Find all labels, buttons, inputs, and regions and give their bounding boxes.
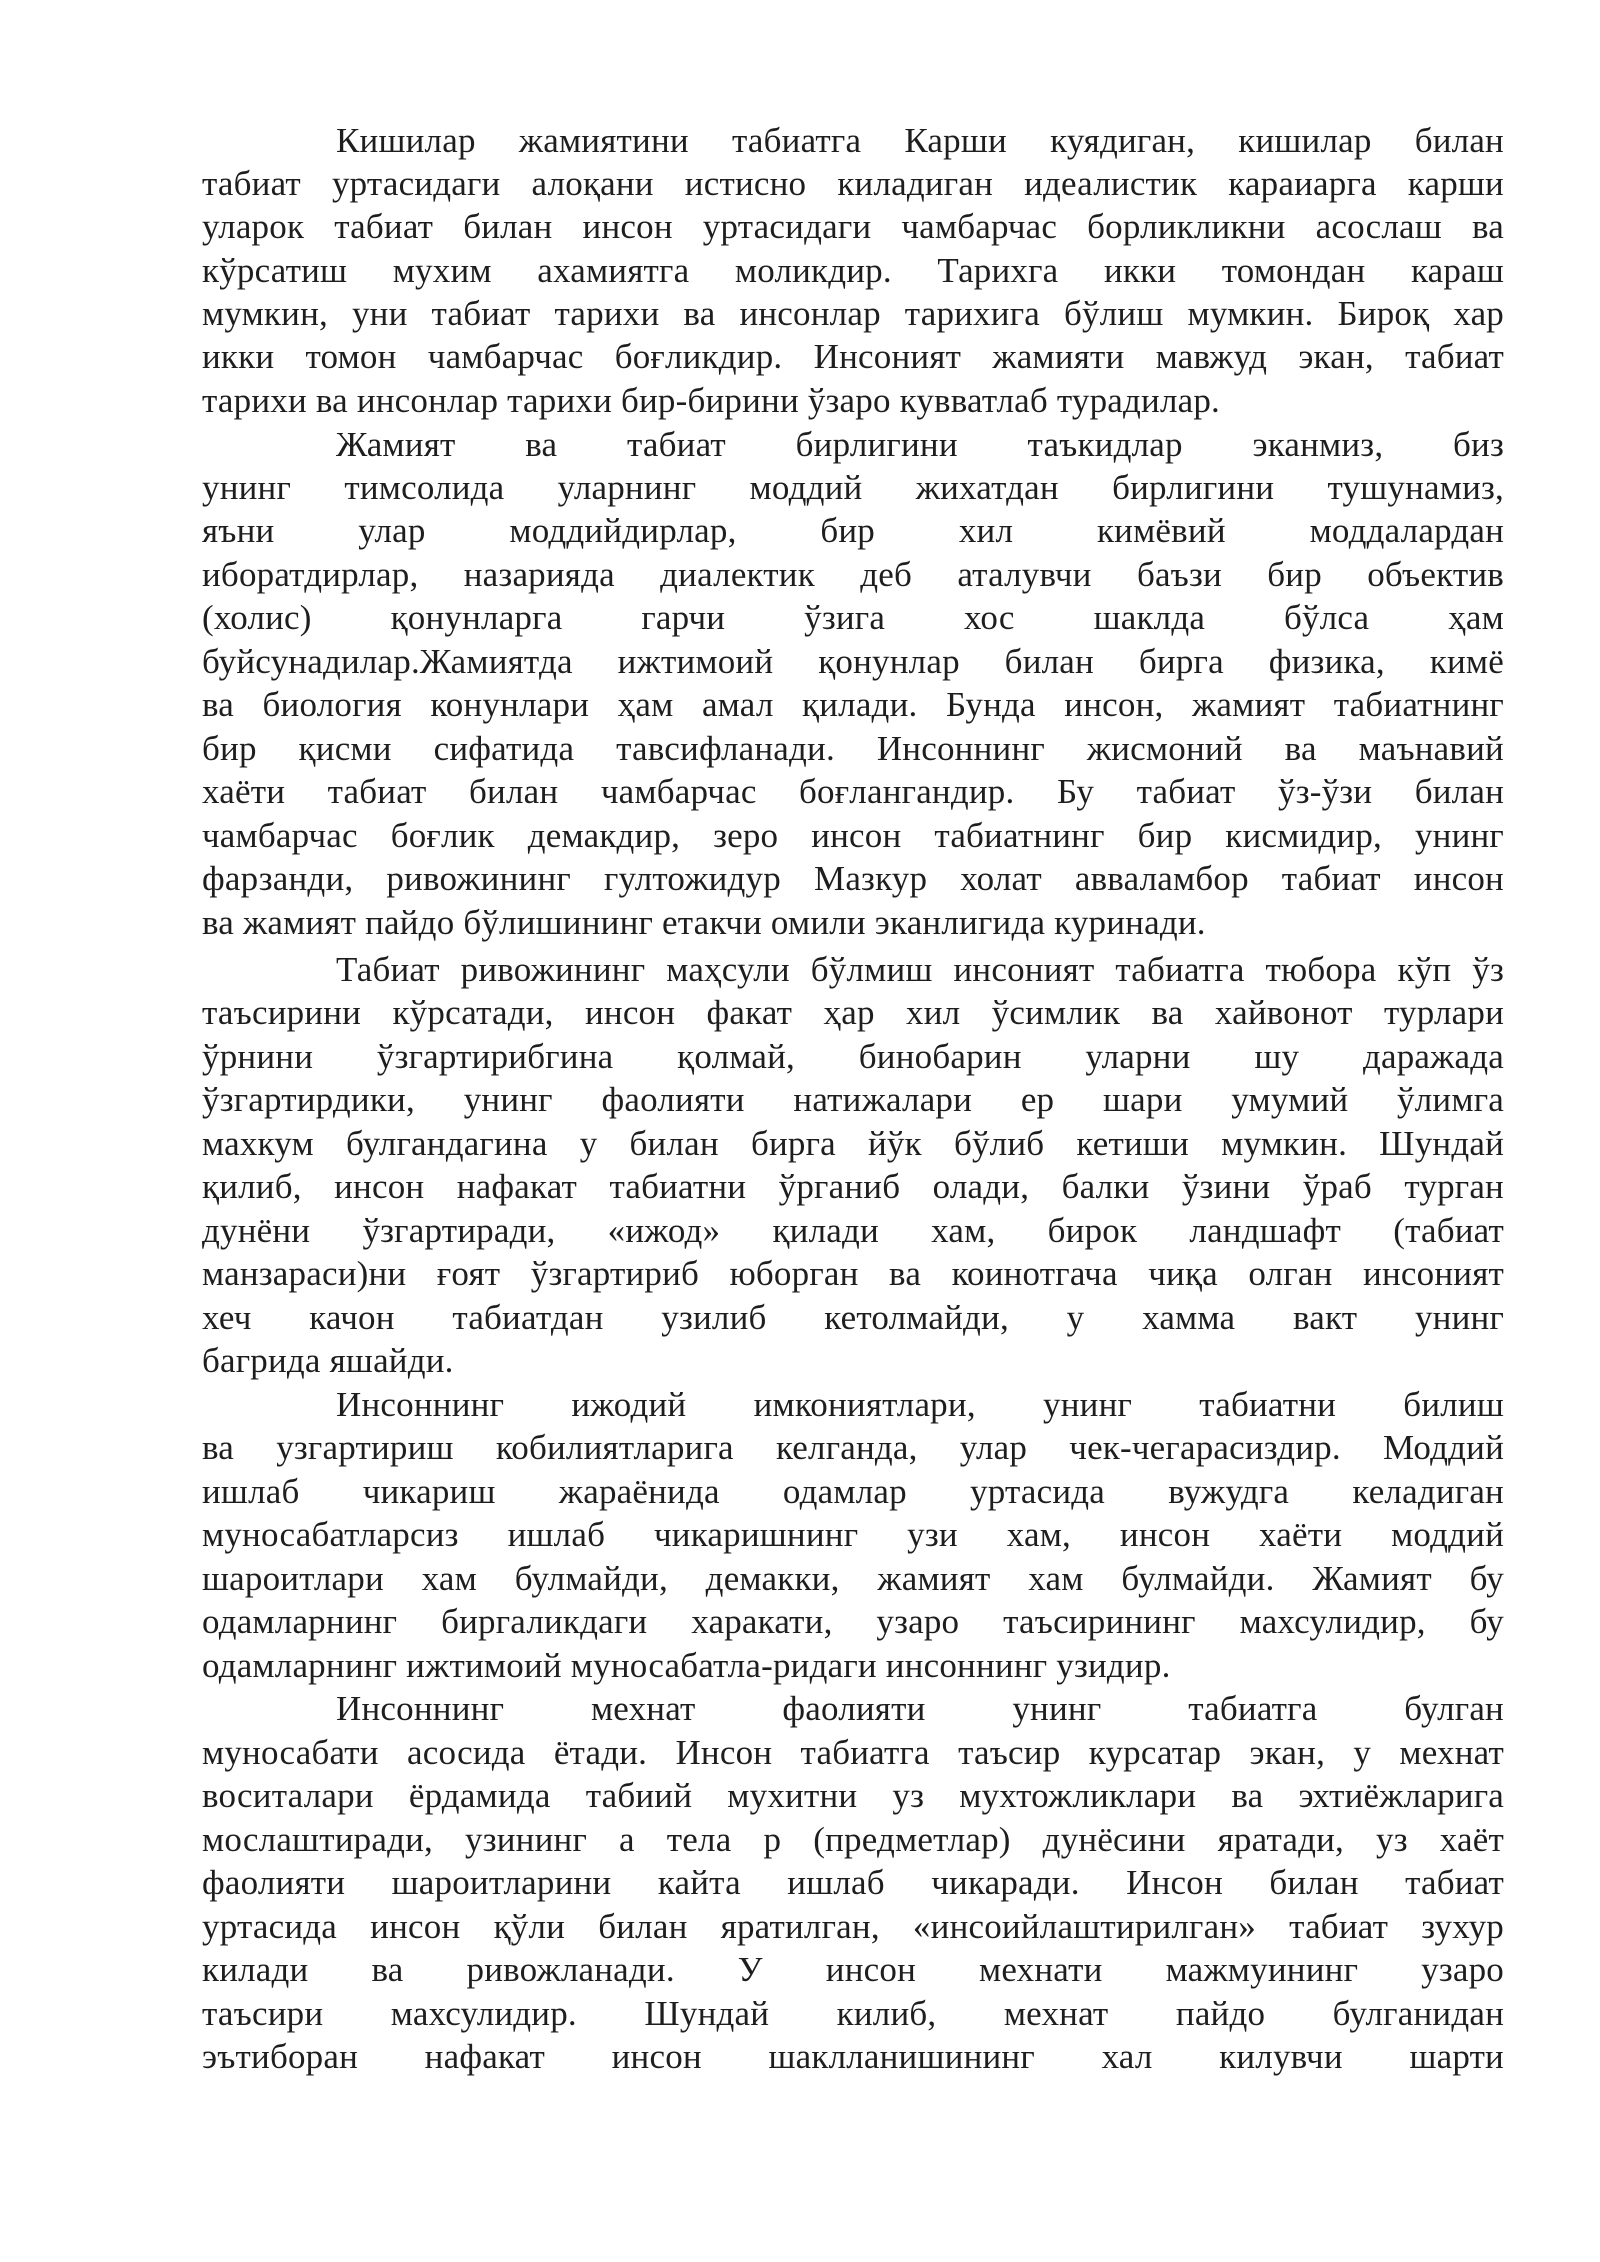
text-line: табиат уртасидаги алоқани истисно киладиган идеалистик караиарга карши — [202, 164, 1504, 203]
text-line: ва биология конунлари ҳам амал қилади. Бунда инсон, жамият табиатнинг — [202, 685, 1504, 724]
text-line: одамларнинг ижтимоий муносабатла-ридаги инсоннинг узидир. — [202, 1646, 1171, 1685]
text-line: шароитлари хам булмайди, демакки, жамият хам булмайди. Жамият бу — [202, 1559, 1504, 1598]
text-line: иборатдирлар, назарияда диалектик деб аталувчи баъзи бир объектив — [202, 555, 1504, 594]
text-line: фарзанди, ривожининг гултожидур Мазкур холат авваламбор табиат инсон — [202, 859, 1504, 898]
text-line: воситалари ёрдамида табиий мухитни уз мухтожликлари ва эхтиёжларига — [202, 1776, 1504, 1815]
text-line: бир қисми сифатида тавсифланади. Инсоннинг жисмоний ва маънавий — [202, 729, 1504, 768]
text-line: дунёни ўзгартиради, «ижод» қилади хам, бирок ландшафт (табиат — [202, 1211, 1504, 1250]
text-line: икки томон чамбарчас боғликдир. Инсоният жамияти мавжуд экан, табиат — [202, 337, 1504, 376]
text-line: Жамият ва табиат бирлигини таъкидлар эканмиз, биз — [336, 425, 1504, 464]
text-line: уларок табиат билан инсон уртасидаги чамбарчас борликликни асослаш ва — [202, 207, 1504, 246]
text-line: эътиборан нафакат инсон шаклланишининг хал килувчи шарти — [202, 2037, 1504, 2076]
text-line: ва жамият пайдо бўлишининг етакчи омили эканлигида куринади. — [202, 903, 1206, 942]
text-line: килади ва ривожланади. У инсон мехнати мажмуининг узаро — [202, 1950, 1504, 1989]
text-line: мослаштиради, узининг а тела р (предметлар) дунёсини яратади, уз хаёт — [202, 1820, 1504, 1859]
text-line: багрида яшайди. — [202, 1341, 454, 1380]
text-line: унинг тимсолида уларнинг моддий жихатдан бирлигини тушунамиз, — [202, 468, 1504, 507]
text-line: (холис) қонунларга гарчи ўзига хос шаклда бўлса ҳам — [202, 598, 1504, 637]
text-line: махкум булгандагина у билан бирга йўк бўлиб кетиши мумкин. Шундай — [202, 1124, 1504, 1163]
text-line: қилиб, инсон нафакат табиатни ўрганиб олади, балки ўзини ўраб турган — [202, 1167, 1504, 1206]
text-line: тарихи ва инсонлар тарихи бир-бирини ўзаро кувватлаб турадилар. — [202, 381, 1221, 420]
text-line: ўрнини ўзгартирибгина қолмай, бинобарин уларни шу даражада — [202, 1037, 1504, 1076]
text-line: таъсирини кўрсатади, инсон факат ҳар хил ўсимлик ва хайвонот турлари — [202, 993, 1504, 1032]
text-line: таъсири махсулидир. Шундай килиб, мехнат пайдо булганидан — [202, 1994, 1504, 2033]
text-line: кўрсатиш мухим ахамиятга моликдир. Тарихга икки томондан караш — [202, 251, 1504, 290]
text-line: чамбарчас боғлик демакдир, зеро инсон табиатнинг бир кисмидир, унинг — [202, 816, 1504, 855]
text-line: муносабатларсиз ишлаб чикаришнинг узи хам, инсон хаёти моддий — [202, 1515, 1504, 1554]
text-line: мумкин, уни табиат тарихи ва инсонлар тарихига бўлиш мумкин. Бироқ хар — [202, 294, 1504, 333]
text-line: Инсоннинг мехнат фаолияти унинг табиатга булган — [336, 1689, 1504, 1728]
text-line: ишлаб чикариш жараёнида одамлар уртасида вужудга келадиган — [202, 1472, 1504, 1511]
text-line: манзараси)ни ғоят ўзгартириб юборган ва коинотгача чиқа олган инсоният — [202, 1254, 1504, 1293]
text-line: муносабати асосида ётади. Инсон табиатга таъсир курсатар экан, у мехнат — [202, 1733, 1504, 1772]
text-line: Инсоннинг ижодий имкониятлари, унинг табиатни билиш — [336, 1385, 1504, 1424]
text-line: уртасида инсон қўли билан яратилган, «инсоийлаштирилган» табиат зухур — [202, 1907, 1504, 1946]
text-line: фаолияти шароитларини кайта ишлаб чикаради. Инсон билан табиат — [202, 1863, 1504, 1902]
text-line: яъни улар моддийдирлар, бир хил кимёвий моддалардан — [202, 511, 1504, 550]
text-line: хаёти табиат билан чамбарчас боғлангандир. Бу табиат ўз-ўзи билан — [202, 772, 1504, 811]
text-line: одамларнинг биргаликдаги харакати, узаро таъсирининг махсулидир, бу — [202, 1602, 1504, 1641]
text-line: ва узгартириш кобилиятларига келганда, улар чек-чегарасиздир. Моддий — [202, 1428, 1504, 1467]
text-line: Кишилар жамиятини табиатга Карши куядиган, кишилар билан — [336, 121, 1504, 160]
text-line: буйсунадилар.Жамиятда ижтимоий қонунлар билан бирга физика, кимё — [202, 642, 1504, 681]
text-line: хеч качон табиатдан узилиб кетолмайди, у хамма вакт унинг — [202, 1298, 1504, 1337]
text-line: ўзгартирдики, унинг фаолияти натижалари ер шари умумий ўлимга — [202, 1080, 1504, 1119]
text-line: Табиат ривожининг маҳсули бўлмиш инсоният табиатга тюбора кўп ўз — [336, 950, 1504, 989]
